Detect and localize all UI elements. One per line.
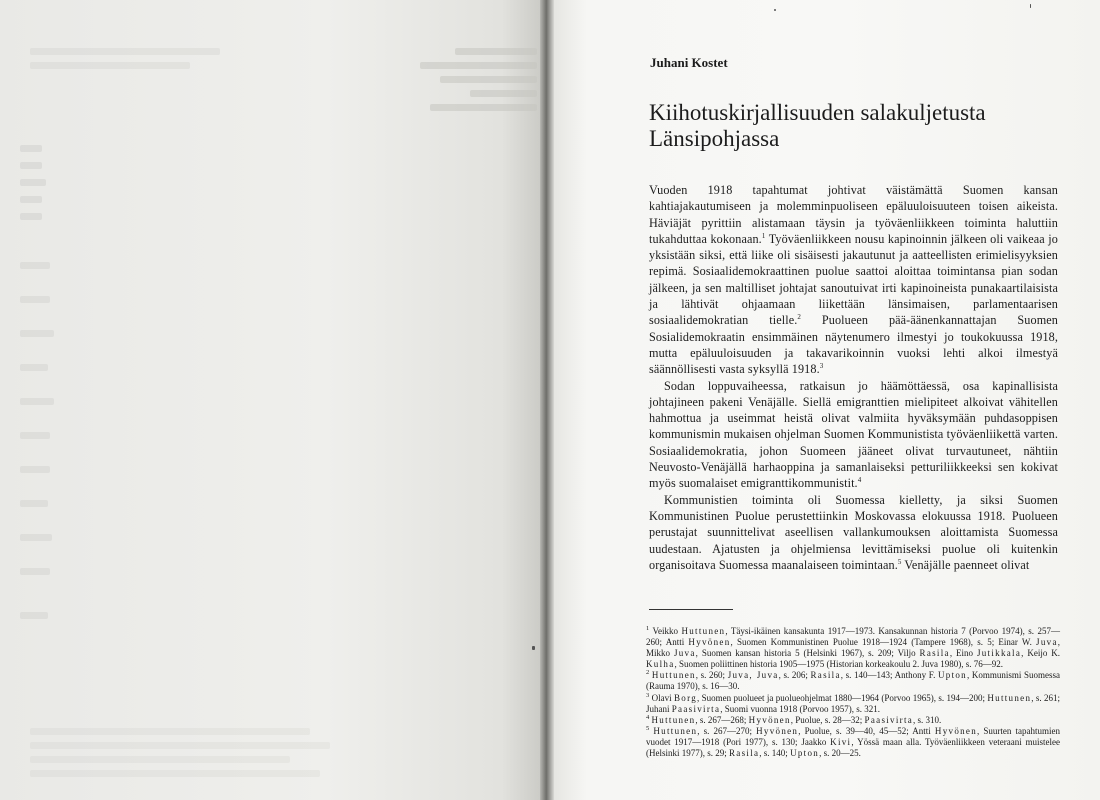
article-title: Kiihotuskirjallisuuden salakuljetusta Länsipohjassa <box>649 100 986 151</box>
footnote-5: $^5$ Huttunen, s. 267—270; Hyvönen, Puolue, s. 39—40, 45—52; Antti Hyvönen, Suurten tapahtumien vuodet 1917—1918 (Pori 1977), s. 130; Jaakko Kivi, Yössä maan alla. Työväenliikkeen veteraani muistelee (Helsinki 1977), s. 29; Rasila, s. 140; Upton, s. 20—25. <box>646 724 1060 759</box>
paragraph-2: Sodan loppuvaiheessa, ratkaisun jo häämöttäessä, osa kapinallisista johtajineen pakeni Venäjälle. Siellä emigranttien mielipiteet alkoivat vähitellen hahmottua ja useimmat heistä olivat valmiita hyväksymään puhdasoppisen kommunismin mukaisen ohjelman Suomen Kommunistista työväenliikettä varten. Sosiaalidemokratia, johon Suomeen jääneet olivat turvautuneet, nähtiin Neuvosto-Venäjällä harhaoppina ja samanlaiseksi petturiliikkeeksi sen kokivat myös suomalaiset emigranttikommunistit.$^4$ <box>649 378 1058 491</box>
show-through-text <box>0 0 545 800</box>
footnote-ref: 1 <box>761 231 766 240</box>
paper-speck <box>774 9 776 11</box>
footnote-rule <box>649 609 733 610</box>
paper-speck <box>532 646 535 650</box>
paragraph-3: Kommunistien toiminta oli Suomessa kielletty, ja siksi Suomen Kommunistinen Puolue perustettiinkin Moskovassa elokuussa 1918. Puolueen perustajat suunnittelivat aseellisen vallankumouksen aloittamista Suomessa uudestaan. Ajatusten ja ohjelmiensa levittämiseksi puolue oli kuitenkin organisoitava Suomessa maanalaiseen toimintaan.$^5$ Venäjälle paenneet olivat <box>649 492 1058 572</box>
footnote-1: $^1$ Veikko Huttunen, Täysi-ikäinen kansakunta 1917—1973. Kansakunnan historia 7 (Porvoo 1974), s. 257—260; Antti Hyvönen, Suomen Kommunistinen Puolue 1918—1924 (Tampere 1968), s. 5; Einar W. Juva, Mikko Juva, Suomen kansan historia 5 (Helsinki 1967), s. 209; Viljo Rasila, Eino Jutikkala, Keijo K. Kulha, Suomen poliittinen historia 1905—1975 (Historian korkeakoulu 2. Juva 1980), s. 76—92. <box>646 625 1061 670</box>
right-page <box>554 0 1100 800</box>
footnote-2: $^2$ Huttunen, s. 260; Juva, Juva, s. 206; Rasila, s. 140—143; Anthony F. Upton, Kommunismi Suomessa (Rauma 1970), s. 16—30. <box>646 669 1060 692</box>
article-body <box>649 182 1058 573</box>
footnote-4: $^4$ Huttunen, s. 267—268; Hyvönen, Puolue, s. 28—32; Paasivirta, s. 310. <box>646 713 942 725</box>
footnote-ref: 3 <box>819 362 824 371</box>
footnote-ref: 5 <box>897 557 902 566</box>
book-gutter <box>540 0 554 800</box>
left-page <box>0 0 545 800</box>
article-author: Juhani Kostet <box>650 55 728 70</box>
footnote-3: $^3$ Olavi Borg, Suomen puolueet ja puolueohjelmat 1880—1964 (Porvoo 1965), s. 194—200; Huttunen, s. 261; Juhani Paasivirta, Suomi vuonna 1918 (Porvoo 1957), s. 321. <box>646 691 1060 714</box>
paragraph-1: Vuoden 1918 tapahtumat johtivat väistämättä Suomen kansan kahtiajakautumiseen ja molemminpuoliseen epäluuloisuuteen toisen aikeista. Häviäjät pyrittiin alistamaan täysin ja työväenliikkeen toiminta haluttiin tukahduttaa kokonaan.$^1$ Työväenliikkeen nousu kapinoinnin jälkeen oli vaikeaa jo yksistään siksi, että liike oli sisäisesti jakautunut ja aatteellisten erimielisyyksien repimä. Sosiaalidemokraattinen puolue saattoi aloittaa toimintansa pian sodan jälkeen, ja sen maltilliset johtajat sanoutuivat irti kapinoineista punakaartilaisista ja lähtivät ohjaamaan liikettään länsimaisen, parlamentaarisen sosiaalidemokratian tielle.$^2$ Puolueen pää-äänenkannattajan Suomen Sosialidemokraatin ensimmäinen näytenumero ilmestyi jo toukokuussa 1918, mutta epäluuloisuuden ja takavarikoinnin vuoksi lehti alkoi ilmestyä säännöllisesti vasta syksyllä 1918.$^3$ <box>649 183 1058 377</box>
footnote-ref: 2 <box>797 313 801 322</box>
footnotes <box>646 626 1060 759</box>
paper-speck <box>1030 4 1031 8</box>
footnote-ref: 4 <box>857 476 862 485</box>
